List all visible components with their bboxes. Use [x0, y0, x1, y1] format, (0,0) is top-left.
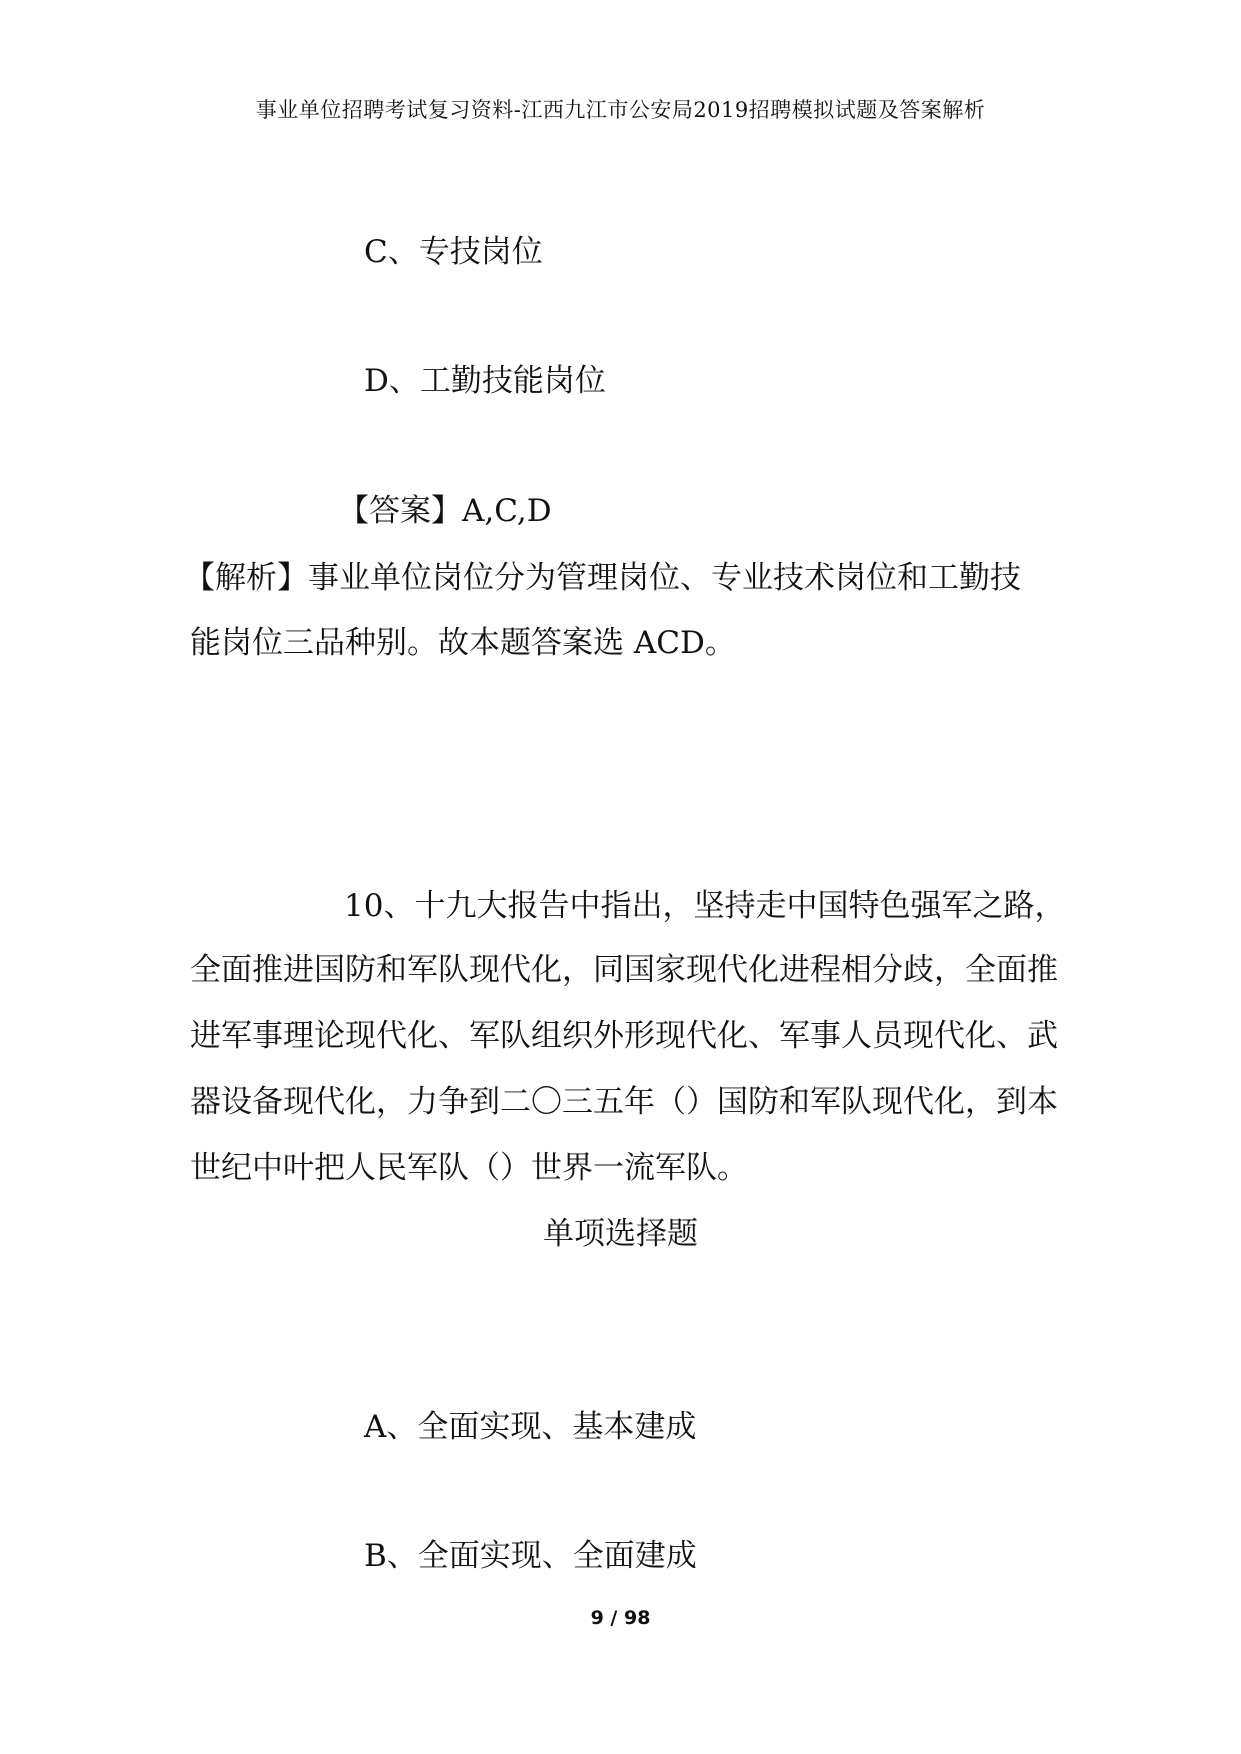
question-text-line: 进军事理论现代化、军队组织外形现代化、军事人员现代化、武: [190, 1018, 1058, 1054]
question-text-line: 器设备现代化，力争到二〇三五年（）国防和军队现代化，到本: [190, 1084, 1058, 1120]
option-a: A、全面实现、基本建成: [364, 1409, 697, 1445]
question-text-line: 10、十九大报告中指出，坚持走中国特色强军之路，: [344, 888, 1066, 924]
option-c: C、专技岗位: [364, 234, 543, 270]
page-header: 事业单位招聘考试复习资料-江西九江市公安局2019招聘模拟试题及答案解析: [255, 98, 986, 122]
question-type: 单项选择题: [543, 1216, 698, 1252]
question-text-line: 全面推进国防和军队现代化，同国家现代化进程相分歧，全面推: [190, 952, 1058, 988]
analysis-line: 能岗位三品种别。故本题答案选 ACD。: [190, 625, 736, 661]
page-number: 9 / 98: [590, 1607, 651, 1629]
option-d: D、工勤技能岗位: [364, 363, 606, 399]
answer: 【答案】A,C,D: [338, 493, 552, 529]
question-text-line: 世纪中叶把人民军队（）世界一流军队。: [190, 1150, 748, 1186]
analysis-line: 【解析】事业单位岗位分为管理岗位、专业技术岗位和工勤技: [184, 560, 1021, 596]
option-b: B、全面实现、全面建成: [364, 1538, 697, 1574]
